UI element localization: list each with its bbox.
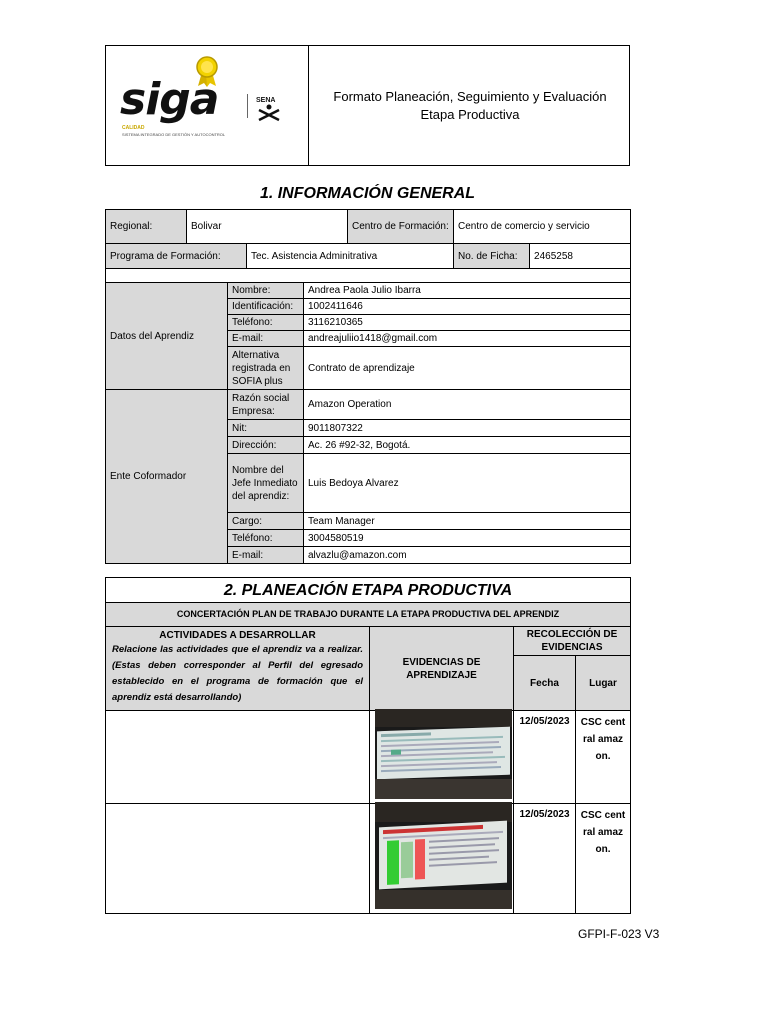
aprendiz-label: Teléfono: xyxy=(228,315,304,331)
regional-label: Regional: xyxy=(106,210,187,244)
aprendiz-value: andreajuliio1418@gmail.com xyxy=(304,331,631,347)
actividad-cell xyxy=(106,804,370,914)
form-title-line1: Formato Planeación, Seguimiento y Evaluación xyxy=(333,89,607,104)
actividades-desc: Relacione las actividades que el aprendiz va a realizar. (Estas deben corresponder al Perfil del egresado establecido en el programa de formación que el aprendiz está desarrollando) xyxy=(112,644,363,703)
ente-label: Nit: xyxy=(228,420,304,437)
form-code: GFPI-F-023 V3 xyxy=(578,927,660,941)
fecha-header: Fecha xyxy=(514,656,576,711)
ente-value: Ac. 26 #92-32, Bogotá. xyxy=(304,437,631,454)
form-title xyxy=(310,88,630,124)
ente-value: 9011807322 xyxy=(304,420,631,437)
aprendiz-label: Alternativa registrada en SOFIA plus xyxy=(228,347,304,390)
sena-logo-icon xyxy=(257,104,281,122)
ente-label: E-mail: xyxy=(228,547,304,564)
ente-group-label: Ente Coformador xyxy=(106,390,228,564)
section1-title: 1. INFORMACIÓN GENERAL xyxy=(259,185,476,202)
ficha-value: 2465258 xyxy=(530,244,631,269)
planeacion-table xyxy=(105,577,631,914)
centro-value: Centro de comercio y servicio xyxy=(454,210,631,244)
aprendiz-label: Nombre: xyxy=(228,283,304,299)
siga-logo-tagline: SISTEMA INTEGRADO DE GESTIÓN Y AUTOCONTROL xyxy=(122,132,226,137)
logo-area xyxy=(106,46,309,165)
siga-logo: siga xyxy=(120,74,219,125)
centro-label: Centro de Formación: xyxy=(348,210,454,244)
general-info-table xyxy=(105,209,631,283)
ente-value: Luis Bedoya Alvarez xyxy=(304,454,631,513)
ente-label: Cargo: xyxy=(228,513,304,530)
evidence-photo-1 xyxy=(375,709,512,799)
actividades-header xyxy=(106,627,370,711)
aprendiz-value: Andrea Paola Julio Ibarra xyxy=(304,283,631,299)
aprendiz-value: 1002411646 xyxy=(304,299,631,315)
actividad-cell xyxy=(106,711,370,804)
form-title-line2: Etapa Productiva xyxy=(420,107,520,122)
programa-label: Programa de Formación: xyxy=(106,244,247,269)
ente-label: Razón social Empresa: xyxy=(228,390,304,420)
section2-title: 2. PLANEACIÓN ETAPA PRODUCTIVA xyxy=(106,578,631,603)
ente-label: Nombre del Jefe Inmediato del aprendiz: xyxy=(228,454,304,513)
lugar-cell: CSC central amazon. xyxy=(576,804,631,914)
ficha-label: No. de Ficha: xyxy=(454,244,530,269)
evidence-photo-2 xyxy=(375,802,512,909)
lugar-cell: CSC central amazon. xyxy=(576,711,631,804)
ente-value: 3004580519 xyxy=(304,530,631,547)
header-box xyxy=(105,45,630,166)
aprendiz-label: Identificación: xyxy=(228,299,304,315)
evidencias-header: EVIDENCIAS DE APRENDIZAJE xyxy=(370,627,514,711)
monitor-screen xyxy=(377,727,510,780)
aprendiz-label: E-mail: xyxy=(228,331,304,347)
monitor-screen xyxy=(379,821,507,890)
programa-value: Tec. Asistencia Adminitrativa xyxy=(247,244,454,269)
aprendiz-value: 3116210365 xyxy=(304,315,631,331)
ente-value: alvazlu@amazon.com xyxy=(304,547,631,564)
lugar-header: Lugar xyxy=(576,656,631,711)
aprendiz-value: Contrato de aprendizaje xyxy=(304,347,631,390)
sena-text: SENA xyxy=(256,97,276,104)
siga-logo-sub: CALIDAD xyxy=(122,125,145,131)
actividades-title: ACTIVIDADES A DESARROLLAR xyxy=(159,630,316,641)
section2-subtitle: CONCERTACIÓN PLAN DE TRABAJO DURANTE LA ETAPA PRODUCTIVA DEL APRENDIZ xyxy=(106,603,631,627)
ente-value: Amazon Operation xyxy=(304,390,631,420)
ente-value: Team Manager xyxy=(304,513,631,530)
aprendiz-group-label: Datos del Aprendiz xyxy=(106,283,228,390)
fecha-cell: 12/05/2023 xyxy=(514,804,576,914)
ente-label: Teléfono: xyxy=(228,530,304,547)
recoleccion-header: RECOLECCIÓN DE EVIDENCIAS xyxy=(514,627,631,656)
ente-label: Dirección: xyxy=(228,437,304,454)
regional-value: Bolivar xyxy=(187,210,348,244)
aprendiz-ente-table xyxy=(105,282,631,564)
fecha-cell: 12/05/2023 xyxy=(514,711,576,804)
